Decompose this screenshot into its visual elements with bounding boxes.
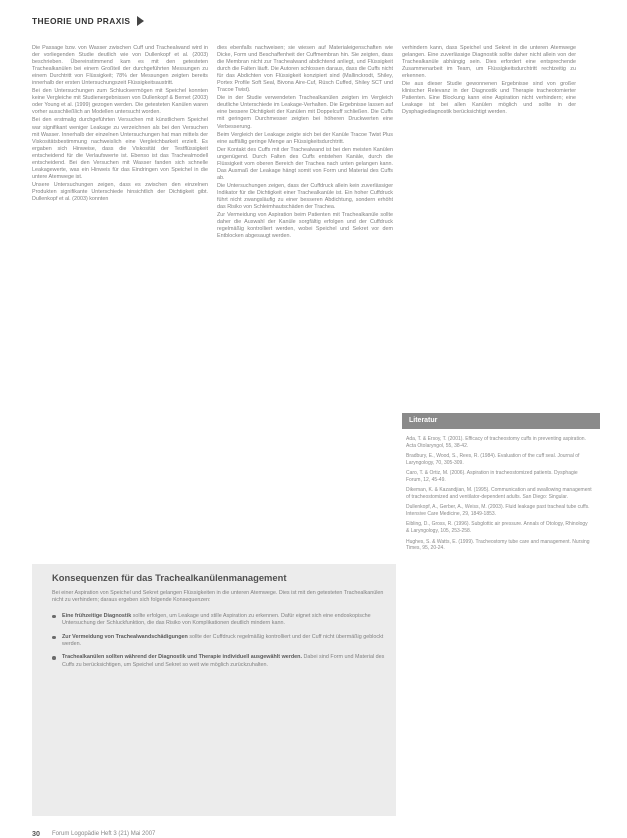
paragraph: Bei den erstmalig durchgeführten Versuchen mit künstlichem Speichel war signifikant weniger Leakage zu verzeichnen als bei den Versuchen mit Wasser. Innerhalb der einzelnen Untersuchungen hat man mittels der Viskositätsbestimmung nachweislich eine Vergleichbarkeit erzielt. Es ergaben sich Hinweise, dass die Viskosität der Testflüssigkeit entscheidend für die Verlaufswerte ist. Ebenso ist das Trachealmodell entscheidend. Bei den Versuchen mit Wasser fanden sich schnelle Leakagewerte, was ein Hinweis für das Eindringen von Speichel in die untere Atemwege ist. bbox=[32, 117, 208, 180]
reference-item: Bradbury, E., Wood, S., Rees, R. (1984). Evaluation of the cuff seal. Journal of Laryngology, 70, 305-309. bbox=[406, 453, 580, 466]
paragraph: Unsere Untersuchungen zeigen, dass es zwischen den einzelnen Produkten signifikante Unterschiede hinsichtlich der Dichtigkeit gibt. Dullenkopf et al. (2003) konnten bbox=[32, 181, 208, 202]
item-lead: Trachealkanülen sollten während der Diagnostik und Therapie individuell ausgewählt werden. bbox=[62, 654, 302, 661]
item-text: sollte der Cuffdruck regelmäßig kontrolliert und der Cuff nicht übermäßig geblockt werden. bbox=[62, 633, 384, 648]
summary-box bbox=[32, 564, 396, 816]
consequence-list bbox=[52, 613, 386, 669]
arrow-right-icon bbox=[137, 16, 144, 26]
section-header bbox=[32, 10, 144, 32]
literature-list bbox=[406, 436, 592, 821]
paragraph: Die aus dieser Studie gewonnenen Ergebnisse sind von großer klinischer Relevanz in der Diagnostik und Therapie tracheotomierter Patienten. Eine Blockung kann eine Aspiration nicht verhindern; eine Leakage ist bei allen Kanülen möglich und sollte in der Dysphagiediagnostik berücksichtigt werden. bbox=[402, 81, 576, 116]
box-title: Konsequenzen für das Trachealkanülenmanagement bbox=[52, 572, 287, 583]
reference-item: Eibling, D., Gross, R. (1996). Subglottic air pressure. Annals of Otology, Rhinology & Laryngology, 105, 253-258. bbox=[406, 521, 588, 535]
literature-heading: Literatur bbox=[402, 413, 600, 429]
reference-item: Ada, T. & Ersoy, T. (2001). Efficacy of tracheostomy cuffs in preventing aspiration. Acta Otolaryngol, 55, 38-42. bbox=[406, 436, 586, 449]
list-item bbox=[52, 634, 386, 649]
reference-item: Caro, T. & Ortiz, M. (2006). Aspiration in tracheostomized patients. Dysphagie Forum, 12, 45-49. bbox=[406, 470, 578, 483]
list-item bbox=[52, 613, 386, 628]
text-column-2 bbox=[217, 45, 393, 567]
paragraph: Die Untersuchungen zeigen, dass der Cuffdruck allein kein zuverlässiger Indikator für die Dichtigkeit einer Trachealkanüle ist. Ein hoher Cuffdruck führt nicht zwangsläufig zu einer besseren Abdichtung, sondern erhöht das Risiko von Schleimhautschäden der Trachea. bbox=[217, 182, 393, 211]
paragraph: Die in der Studie verwendeten Trachealkanülen zeigten im Vergleich deutliche Unterschiede im Leakage-Verhalten. Die Ergebnisse lassen auf eine bessere Dichtigkeit der Kanülen mit Doppelcuff schließen. Die Cuffs mit geringem Durchmesser zeigten bei höheren Druckwerten eine Verbesserung. bbox=[217, 95, 393, 130]
text-column-3 bbox=[402, 45, 576, 215]
paragraph: Die Passage bzw. von Wasser zwischen Cuff und Trachealwand wird in der vorliegenden Studie deutlich wie von Dullenkopf et al. (2003) beschrieben. Übereinstimmend kam es mit den getesteten Trachealkanülen bei einem Großteil der durchgeführten Messungen zu einem Durchtritt von Flüssigkeit; 78% der Messungen zeigten bereits innerhalb der ersten Untersuchungszeit Flüssigkeitsaustritt. bbox=[32, 45, 208, 87]
item-text: sollte erfolgen, um Leakage und stille Aspiration zu erkennen. Dafür eignet sich eine endoskopische Untersuchung der Schluckfunktion, die das Risiko von Komplikationen deutlich mindern kann. bbox=[62, 612, 371, 627]
paragraph: dies ebenfalls nachweisen; sie wiesen auf Materialeigenschaften wie Dicke, Form und Beschaffenheit der Cuffmembran hin. Sie zeigten, dass die Membran nicht zur Trachealwand abdichtend anliegt, und Flüssigkeit durch die Falten läuft. Die Autoren schlossen daraus, dass die Cuffs nicht für das Abdichten von Flüssigkeit konzipiert sind (Mallinckrodt, Shiley, Portex Profile Soft Seal, Bivona Aire-Cuf, Rüsch Cuffed, Shiley SCT und Tracoe Twist). bbox=[217, 45, 393, 94]
paragraph: Der Kontakt des Cuffs mit der Trachealwand ist bei den meisten Kanülen ungenügend. Durch Falten des Cuffs entstehen Kanäle, durch die Flüssigkeit vom oberen Bereich der Trachea nach unten gelangen kann. Das Ausmaß der Leakage hängt somit von Form und Material des Cuffs ab. bbox=[217, 146, 393, 181]
list-item bbox=[52, 654, 386, 669]
bullet-icon bbox=[52, 615, 56, 619]
paragraph: Bei den Untersuchungen zum Schluckvermögen mit Speichel konnten keine Vergleiche mit Studienergebnissen von Dullenkopf & Bernet (2003) oder Young et al. (1999) gezogen werden. Die getesteten Kanülen waren vorher ausschließlich an Modellen untersucht worden. bbox=[32, 88, 208, 116]
magazine-info: Forum Logopädie Heft 3 (21) Mai 2007 bbox=[52, 830, 156, 837]
reference-item: Dullenkopf, A., Gerber, A., Weiss, M. (2003). Fluid leakage past tracheal tube cuffs. Intensive Care Medicine, 29, 1849-1853. bbox=[406, 504, 590, 517]
page-number: 30 bbox=[32, 829, 40, 838]
text-column-1 bbox=[32, 45, 208, 567]
item-lead: Zur Vermeidung von Trachealwandschädigungen bbox=[62, 633, 188, 640]
page-footer bbox=[32, 829, 155, 838]
reference-item: Dikeman, K. & Kazandjian, M. (1995). Communication and swallowing management of tracheostomized and ventilator-dependent adults. San Diego: Singular. bbox=[406, 487, 592, 500]
bullet-icon bbox=[52, 656, 56, 660]
paragraph: Zur Vermeidung von Aspiration beim Patienten mit Trachealkanüle sollte daher die Auswahl der Kanüle sorgfältig erfolgen und der Cuffdruck regelmäßig kontrolliert werden, wobei Speichel und Sekret vor dem Entblocken abgesaugt werden. bbox=[217, 212, 393, 240]
paragraph: Beim Vergleich der Leakage zeigte sich bei der Kanüle Tracoe Twist Plus eine auffällig geringe Menge an Flüssigkeitsdurchtritt. bbox=[217, 131, 393, 145]
reference-item: Hughes, S. & Watts, E. (1999). Tracheostomy tube care and management. Nursing Times, 95, 20-24. bbox=[406, 538, 590, 552]
item-text: Dabei sind Form und Material des Cuffs zu berücksichtigen, um Speichel und Sekret so weit wie möglich zurückzuhalten. bbox=[62, 654, 385, 668]
box-intro: Bei einer Aspiration von Speichel und Sekret gelangen Flüssigkeiten in die unteren Atemwege. Dies ist mit den getesteten Trachealkanülen nicht zu verhindern; daraus ergeben sich folgende Konsequenzen: bbox=[52, 590, 384, 604]
item-lead: Eine frühzeitige Diagnostik bbox=[62, 612, 132, 619]
bullet-icon bbox=[52, 636, 56, 640]
section-title: THEORIE UND PRAXIS bbox=[32, 16, 131, 26]
paragraph: verhindern kann, dass Speichel und Sekret in die unteren Atemwege gelangen. Eine zuverlässige Diagnostik sollte daher nicht allein von der Trachealkanüle abhängig sein. Dies erfordert eine entsprechende Zusammenarbeit im Team, um Flüssigkeitsdurchtritt rechtzeitig zu erkennen. bbox=[402, 45, 576, 80]
